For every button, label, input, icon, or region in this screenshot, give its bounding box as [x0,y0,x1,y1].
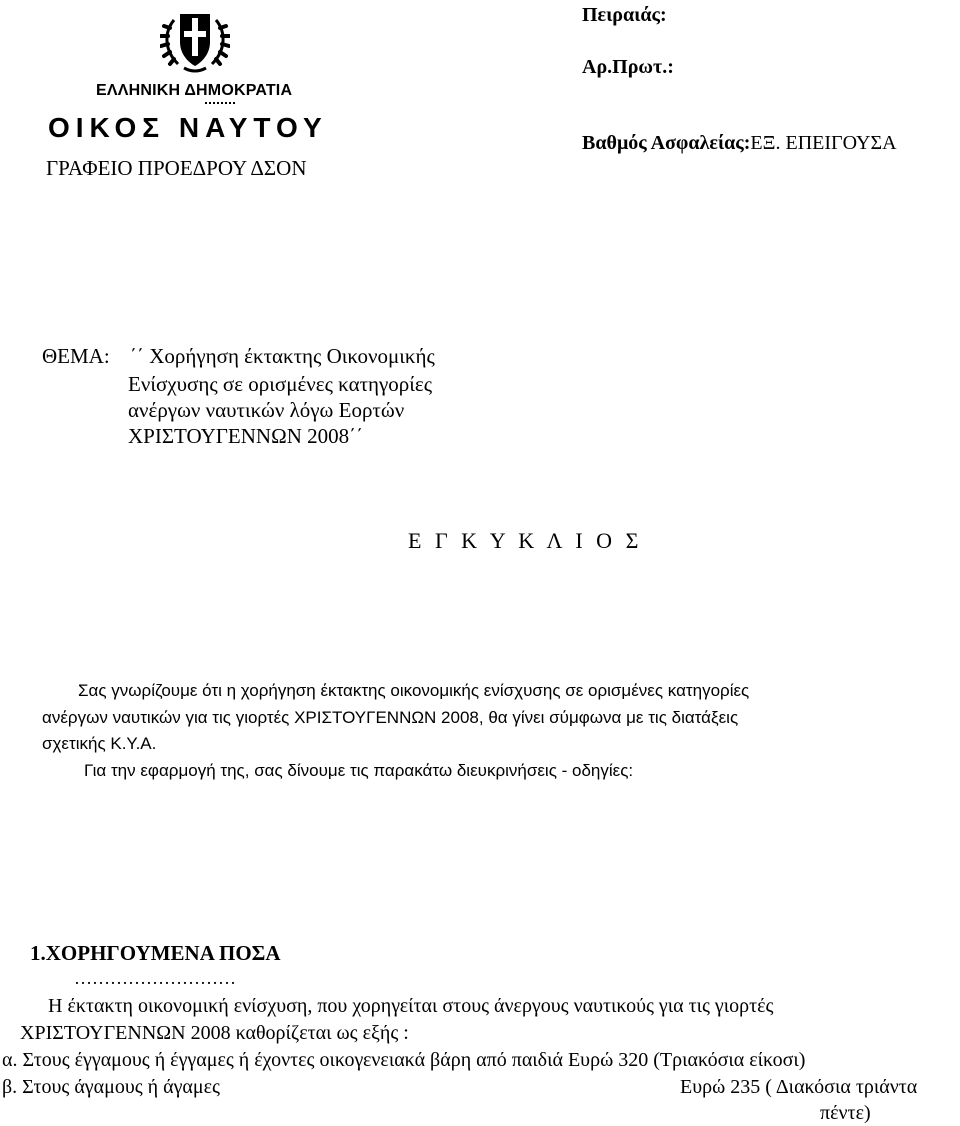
section-heading: 1.ΧΟΡΗΓΟΥΜΕΝΑ ΠΟΣΑ [30,941,281,965]
security-label: Βαθμός Ασφαλείας: [582,132,751,154]
dotted-leader: ……………………… [74,968,236,988]
place-label: Πειραιάς: [582,4,667,26]
section-line: ΧΡΙΣΤΟΥΓΕΝΝΩΝ 2008 καθορίζεται ως εξής : [20,1022,409,1044]
intro-line: ανέργων ναυτικών για τις γιορτές ΧΡΙΣΤΟΥΓΕΝΝΩΝ 2008, θα γίνει σύμφωνα με τις διατάξεις [42,708,739,727]
subject-line: ΧΡΙΣΤΟΥΓΕΝΝΩΝ 2008΄΄ [128,424,364,448]
intro-line: Σας γνωρίζουμε ότι η χορήγηση έκτακτης οικονομικής ενίσχυσης σε ορισμένες κατηγορίες [78,681,750,700]
security-classification [582,132,897,155]
heading-rule [205,102,235,104]
protocol-number-label: Αρ.Πρωτ.: [582,56,674,78]
section-line: Η έκτακτη οικονομική ενίσχυση, που χορηγείται στους άνεργους ναυτικούς για τις γιορτές [48,995,774,1017]
amount-item-a: α. Στους έγγαμους ή έγγαμες ή έχοντες οικογενειακά βάρη από παιδιά Ευρώ 320 (Τριακόσια είκοσι) [2,1049,806,1071]
amount-item-b-value: Ευρώ 235 ( Διακόσια τριάντα [680,1076,918,1098]
subject-line: ανέργων ναυτικών λόγω Εορτών [128,398,405,422]
amount-item-b-label: β. Στους άγαμους ή άγαμες [2,1076,220,1098]
intro-line: σχετικής Κ.Υ.Α. [42,734,157,753]
security-value: ΕΞ. ΕΠΕΙΓΟΥΣΑ [750,132,897,154]
subject-label: ΘΕΜΑ: [42,344,110,368]
office-name: ΓΡΑΦΕΙΟ ΠΡΟΕΔΡΟΥ ΔΣΟΝ [46,156,307,180]
instructions-line: Για την εφαρμογή της, σας δίνουμε τις παρακάτω διευκρινήσεις - οδηγίες: [84,761,634,780]
circular-heading: Ε Γ Κ Υ Κ Λ Ι Ο Σ [408,528,643,553]
greek-state-emblem-icon [160,4,230,74]
republic-heading: ΕΛΛΗΝΙΚΗ ΔΗΜΟΚΡΑΤΙΑ [96,82,293,99]
amount-item-b-continuation: πέντε) [820,1102,871,1124]
subject-line: Ενίσχυσης σε ορισμένες κατηγορίες [128,372,433,396]
subject-line: ΄΄ Χορήγηση έκτακτης Οικονομικής [130,344,435,368]
organization-name: ΟΙΚΟΣ ΝΑΥΤΟΥ [48,112,328,143]
